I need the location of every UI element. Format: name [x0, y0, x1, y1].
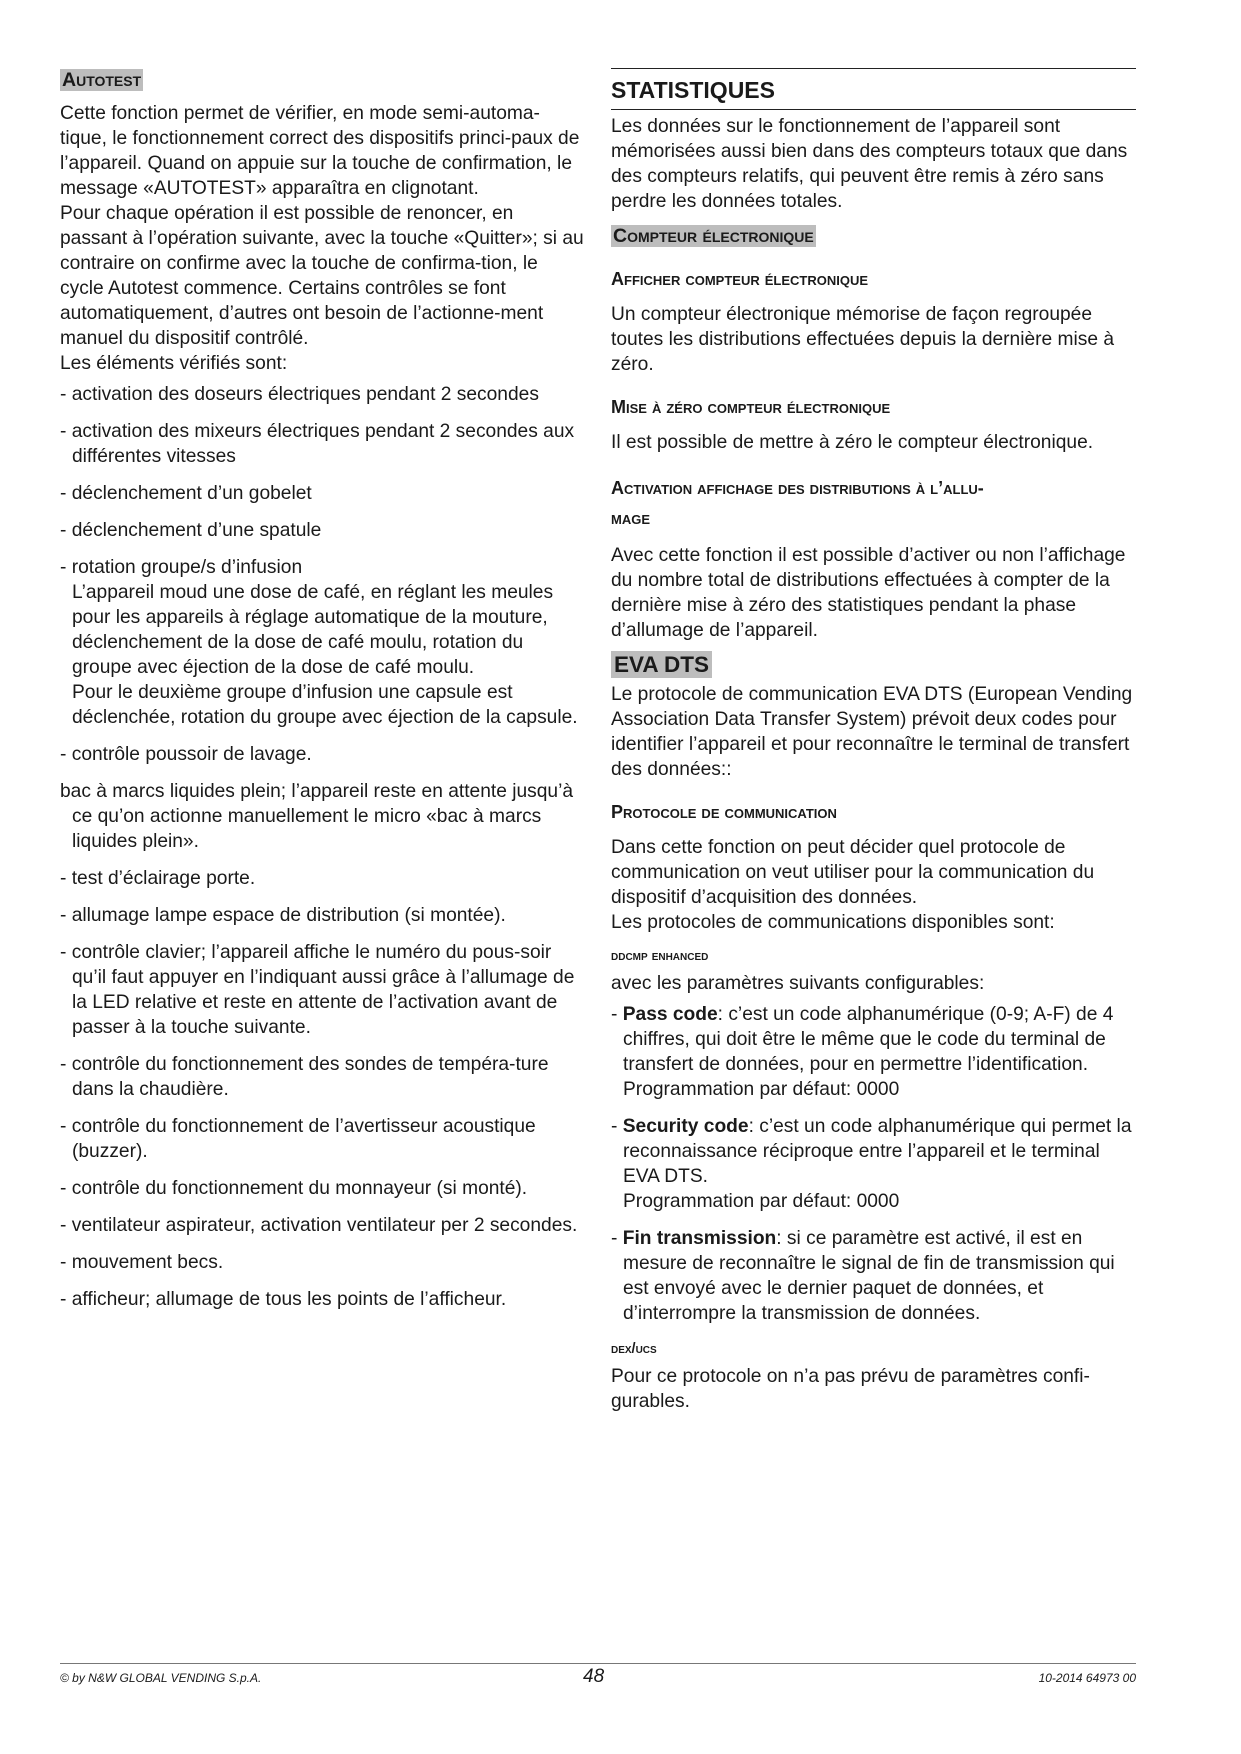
mise-a-zero-heading: Mise à zéro compteur électronique: [611, 397, 891, 417]
mise-a-zero-text: Il est possible de mettre à zéro le compteur électronique.: [611, 432, 1094, 453]
activation-heading-line1: Activation affichage des distributions à l’allu-: [611, 478, 984, 498]
param-name: Fin transmission: [622, 1228, 777, 1249]
afficher-compteur-heading: Afficher compteur électronique: [611, 269, 869, 289]
right-column: [611, 68, 1136, 1414]
activation-heading-line2: mage: [611, 508, 650, 528]
list-item: bac à marcs liquides plein; l’appareil reste en attente jusqu’à ce qu’on actionne manuellement le micro «bac à marcs liquides plein».: [60, 781, 574, 852]
param-dash: -: [611, 1116, 623, 1137]
list-item: - test d’éclairage porte.: [60, 868, 256, 889]
list-item: - déclenchement d’une spatule: [60, 520, 322, 541]
list-item: - contrôle du fonctionnement du monnayeur (si monté).: [60, 1178, 528, 1199]
param-security-code: [611, 1114, 1136, 1214]
list-item: - allumage lampe espace de distribution (si montée).: [60, 905, 506, 926]
ddcmp-heading: ddcmp enhanced: [611, 948, 709, 964]
list-item-detail: L’appareil moud une dose de café, en réglant les meules pour les appareils à réglage automatique de la mouture, déclenchement de la dose de café moulu, rotation du groupe avec éjection de la dose de café moulu.: [72, 582, 554, 678]
list-item: - déclenchement d’un gobelet: [60, 483, 312, 504]
param-text: : c’est un code alphanumérique (0-9; A-F) de 4 chiffres, qui doit être le même que le code du terminal de transfert de données, pour en permettre l’identification.: [623, 1004, 1114, 1075]
param-name: Pass code: [622, 1004, 718, 1025]
list-item: - afficheur; allumage de tous les points de l’afficheur.: [60, 1289, 507, 1310]
param-default: Programmation par défaut: 0000: [623, 1191, 900, 1212]
protocole-text-1: Dans cette fonction on peut décider quel protocole de communication on veut utiliser pour la communication du dispositif d’acquisition des données.: [611, 837, 1095, 908]
param-fin-transmission: [611, 1226, 1136, 1326]
param-name: Security code: [622, 1116, 749, 1137]
autotest-intro-2: Pour chaque opération il est possible de renoncer, en passant à l’opération suivante, avec la touche «Quitter»; si au contraire on confirme avec la touche de confirma-tion, le cycle Autotest commence. Certains contrôles se font automatiquement, d’autres ont besoin de l’actionne-ment manuel du dispositif contrôlé.: [60, 203, 584, 349]
list-item: - contrôle clavier; l’appareil affiche le numéro du pous-soir qu’il faut appuyer en l’indiquant aussi grâce à l’allumage de la LED relative et reste en attente de l’activation avant de passer à la touche suivante.: [60, 942, 575, 1038]
autotest-intro-3: Les éléments vérifiés sont:: [60, 353, 288, 374]
list-item: - activation des doseurs électriques pendant 2 secondes: [60, 384, 539, 405]
dex-ucs-heading: dex/ucs: [611, 1341, 657, 1357]
param-text: : si ce paramètre est activé, il est en mesure de reconnaître le signal de fin de transmission qui est envoyé avec le dernier paquet de données, et d’interrompre la transmission de données.: [623, 1228, 1115, 1324]
activation-affichage-text: Avec cette fonction il est possible d’activer ou non l’affichage du nombre total de distributions effectuées à compter de la dernière mise à zéro des statistiques pendant la phase d’allumage de l’appareil.: [611, 545, 1126, 641]
page-number: 48: [583, 1666, 605, 1687]
footer-copyright: © by N&W GLOBAL VENDING S.p.A.: [60, 1671, 262, 1685]
param-dash: -: [611, 1228, 623, 1249]
list-item: - activation des mixeurs électriques pendant 2 secondes aux différentes vitesses: [60, 421, 575, 467]
list-item: - contrôle poussoir de lavage.: [60, 744, 312, 765]
eva-dts-text: Le protocole de communication EVA DTS (European Vending Association Data Transfer System) prévoit deux codes pour identifier l’appareil et pour reconnaître le terminal de transfert des données::: [611, 684, 1133, 780]
list-item-detail: Pour le deuxième groupe d’infusion une capsule est déclenchée, rotation du groupe avec éjection de la capsule.: [72, 682, 578, 728]
statistiques-heading: STATISTIQUES: [611, 68, 1136, 110]
footer-divider: [60, 1663, 1136, 1664]
autotest-section-label: Autotest: [62, 69, 142, 91]
list-item: - ventilateur aspirateur, activation ventilateur per 2 secondes.: [60, 1215, 578, 1236]
statistiques-text: Les données sur le fonctionnement de l’appareil sont mémorisées aussi bien dans des compteurs totaux que dans des compteurs relatifs, qui peuvent être remis à zéro sans perdre les données totales.: [611, 116, 1128, 212]
list-item: - contrôle du fonctionnement des sondes de tempéra-ture dans la chaudière.: [60, 1054, 549, 1100]
left-column: [60, 68, 585, 1312]
protocole-heading: Protocole de communication: [611, 802, 837, 822]
compteur-section-label: Compteur électronique: [613, 225, 814, 247]
protocole-text-2: Les protocoles de communications disponibles sont:: [611, 912, 1055, 933]
param-text: : c’est un code alphanumérique qui permet la reconnaissance réciproque entre l’appareil et le terminal EVA DTS.: [623, 1116, 1132, 1187]
param-dash: -: [611, 1004, 623, 1025]
ddcmp-text: avec les paramètres suivants configurables:: [611, 973, 985, 994]
dex-ucs-text: Pour ce protocole on n’a pas prévu de paramètres confi-gurables.: [611, 1366, 1090, 1412]
param-default: Programmation par défaut: 0000: [623, 1079, 900, 1100]
activation-affichage-heading: [611, 473, 1136, 533]
eva-dts-heading: EVA DTS: [611, 651, 712, 678]
list-item: - contrôle du fonctionnement de l’avertisseur acoustique (buzzer).: [60, 1116, 536, 1162]
afficher-compteur-text: Un compteur électronique mémorise de façon regroupée toutes les distributions effectuées depuis la dernière mise à zéro.: [611, 304, 1115, 375]
footer-doc-code: 10-2014 64973 00: [1038, 1671, 1136, 1685]
list-item: - rotation groupe/s d’infusion: [60, 557, 303, 578]
autotest-intro-1: Cette fonction permet de vérifier, en mode semi-automa-tique, le fonctionnement correct des dispositifs princi-paux de l’appareil. Quand on appuie sur la touche de confirmation, le message «AUTOTEST» apparaîtra en clignotant.: [60, 103, 580, 199]
list-item: - mouvement becs.: [60, 1252, 224, 1273]
param-pass-code: [611, 1002, 1136, 1102]
list-item-infusion: [60, 555, 585, 730]
